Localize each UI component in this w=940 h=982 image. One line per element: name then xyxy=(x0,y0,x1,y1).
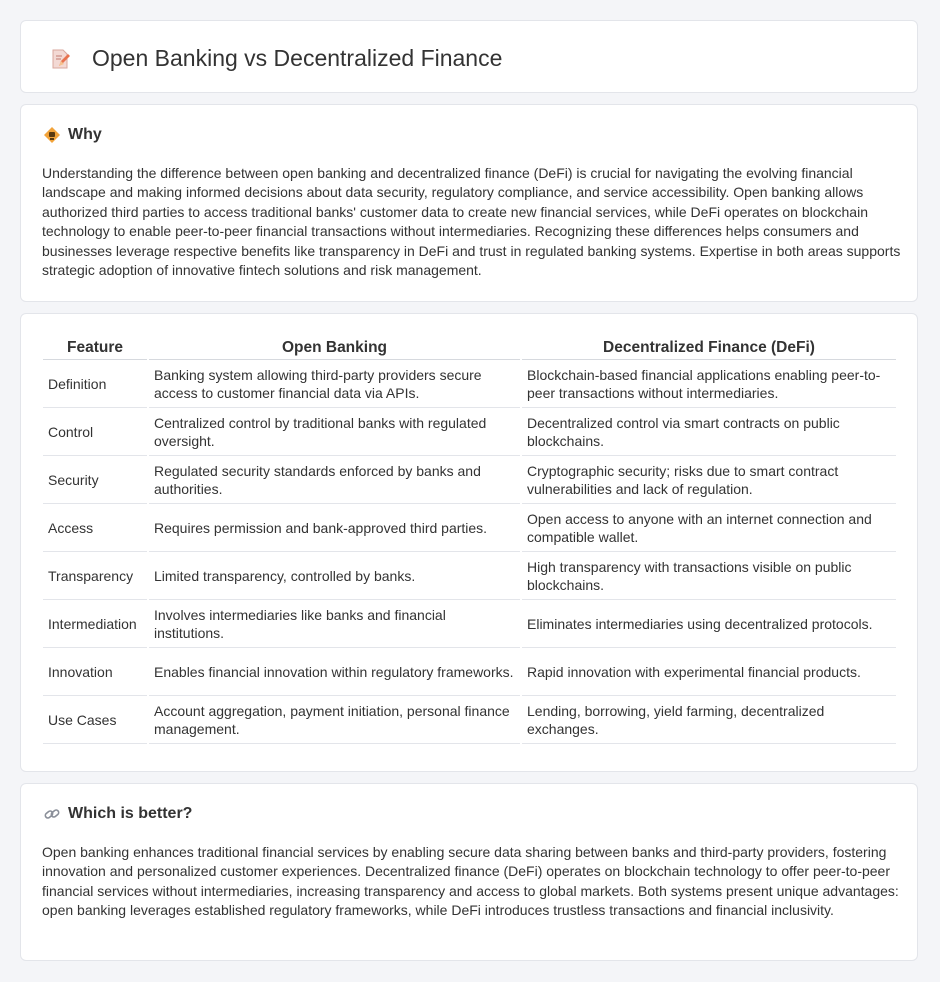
table-row xyxy=(43,600,896,648)
why-heading: Why xyxy=(68,126,102,143)
feature-cell: Control xyxy=(43,408,147,456)
defi-cell: High transparency with transactions visible on public blockchains. xyxy=(522,552,896,600)
feature-cell: Security xyxy=(43,456,147,504)
better-heading-row xyxy=(43,805,192,823)
defi-cell: Blockchain-based financial applications enabling peer-to-peer transactions without intermediaries. xyxy=(522,360,896,408)
feature-cell: Innovation xyxy=(43,648,147,696)
open-banking-cell: Enables financial innovation within regulatory frameworks. xyxy=(149,648,520,696)
open-banking-cell: Regulated security standards enforced by banks and authorities. xyxy=(149,456,520,504)
table-row xyxy=(43,552,896,600)
why-section xyxy=(20,104,918,302)
better-body: Open banking enhances traditional financial services by enabling secure data sharing between banks and third-party providers, fostering innovation and personalized customer experiences. Decentralized finance (DeFi) operates on blockchain technology to offer peer-to-peer financial services without intermediaries, increasing transparency and access to global markets. Both systems present unique advantages: open banking leverages established regulatory frameworks, while DeFi introduces trustless transactions and financial inclusivity. xyxy=(42,844,899,919)
header-feature: Feature xyxy=(43,335,147,360)
defi-cell: Lending, borrowing, yield farming, decentralized exchanges. xyxy=(522,696,896,744)
feature-cell: Intermediation xyxy=(43,600,147,648)
warning-diamond-icon xyxy=(43,126,61,144)
link-icon xyxy=(43,805,61,823)
why-body: Understanding the difference between open banking and decentralized finance (DeFi) is crucial for navigating the evolving financial landscape and making informed decisions about data security, regulatory compliance, and service accessibility. Open banking allows authorized third parties to access traditional banks' customer data to create new financial services, while DeFi operates on blockchain technology to enable peer-to-peer financial transactions without intermediaries. Recognizing these differences helps consumers and businesses leverage respective benefits like transparency in DeFi and trust in regulated banking systems. Expertise in both areas supports strategic adoption of innovative fintech solutions and risk management. xyxy=(42,165,901,279)
feature-cell: Transparency xyxy=(43,552,147,600)
feature-cell: Definition xyxy=(43,360,147,408)
comparison-table-card xyxy=(20,313,918,772)
comparison-table xyxy=(41,335,898,744)
open-banking-cell: Centralized control by traditional banks with regulated oversight. xyxy=(149,408,520,456)
table-row xyxy=(43,696,896,744)
table-row xyxy=(43,456,896,504)
open-banking-cell: Requires permission and bank-approved third parties. xyxy=(149,504,520,552)
table-header-row xyxy=(43,335,896,360)
page-title: Open Banking vs Decentralized Finance xyxy=(92,45,503,71)
defi-cell: Rapid innovation with experimental financial products. xyxy=(522,648,896,696)
table-row xyxy=(43,360,896,408)
open-banking-cell: Account aggregation, payment initiation, personal finance management. xyxy=(149,696,520,744)
table-row xyxy=(43,648,896,696)
defi-cell: Eliminates intermediaries using decentralized protocols. xyxy=(522,600,896,648)
defi-cell: Cryptographic security; risks due to smart contract vulnerabilities and lack of regulation. xyxy=(522,456,896,504)
open-banking-cell: Involves intermediaries like banks and financial institutions. xyxy=(149,600,520,648)
which-is-better-section xyxy=(20,783,918,961)
document-pencil-icon xyxy=(48,47,72,71)
defi-cell: Decentralized control via smart contracts on public blockchains. xyxy=(522,408,896,456)
open-banking-cell: Limited transparency, controlled by banks. xyxy=(149,552,520,600)
table-row xyxy=(43,504,896,552)
feature-cell: Use Cases xyxy=(43,696,147,744)
better-heading: Which is better? xyxy=(68,805,193,822)
open-banking-cell: Banking system allowing third-party providers secure access to customer financial data via APIs. xyxy=(149,360,520,408)
defi-cell: Open access to anyone with an internet connection and compatible wallet. xyxy=(522,504,896,552)
why-heading-row xyxy=(43,126,102,144)
header-defi: Decentralized Finance (DeFi) xyxy=(522,335,896,360)
header-open-banking: Open Banking xyxy=(149,335,520,360)
header-card xyxy=(20,20,918,93)
feature-cell: Access xyxy=(43,504,147,552)
table-row xyxy=(43,408,896,456)
